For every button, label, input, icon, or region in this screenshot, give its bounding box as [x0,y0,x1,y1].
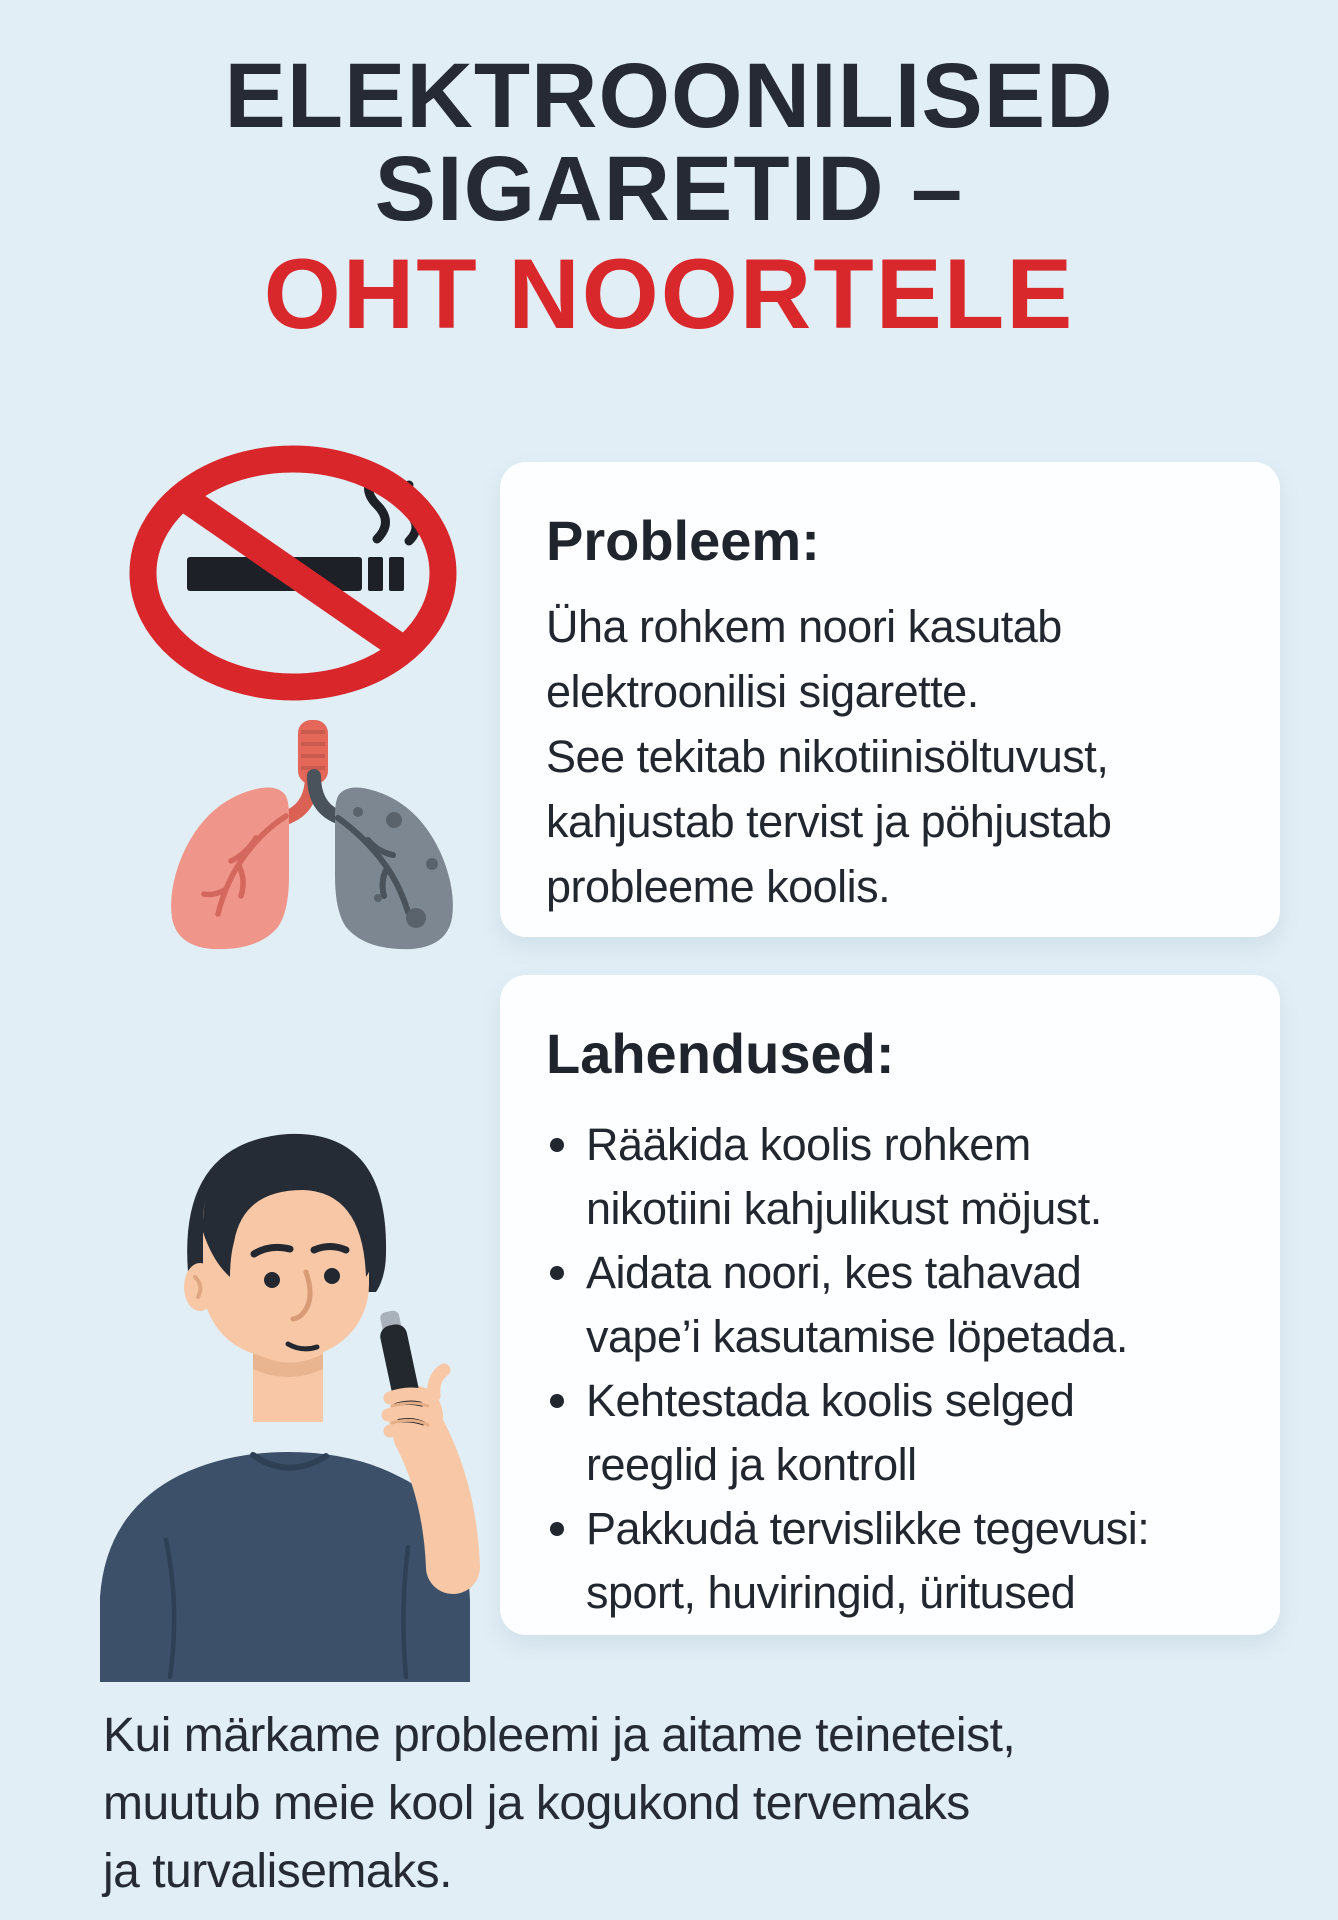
title-line-2: SIGARETID – [374,138,964,240]
list-item [546,1113,1234,1241]
title-line-3: OHT NOORTELE [263,238,1075,349]
bullet-line: Rääkida koolis rohkem [586,1119,1031,1170]
problem-heading: Probleem: [546,509,820,572]
problem-text-line: See tekitab nikotiinisöltuvust, [546,731,1109,782]
footer-line: muutub meie kool ja kogukond tervemaks [103,1777,970,1830]
bullet-line: Aidata noori, kes tahavad [586,1247,1082,1298]
no-smoking-icon [125,445,460,705]
solutions-card [500,975,1280,1635]
lungs-icon [140,718,485,953]
problem-text-line: kahjustab tervist ja pöhjustab [546,796,1112,847]
boy-vaping-illustration [48,1112,513,1682]
list-item [546,1369,1234,1497]
solutions-list [546,1113,1234,1625]
list-item [546,1241,1234,1369]
bullet-line: Kehtestada koolis selged [586,1375,1075,1426]
footer-line: ja turvalisemaks. [103,1845,452,1898]
problem-text-line: Üha rohkem noori kasutab [546,601,1062,652]
list-item [546,1497,1234,1625]
bullet-line: nikotiini kahjulikust möjust. [586,1183,1102,1234]
bullet-line: sport, huviringid, üritused [586,1567,1076,1618]
page-title [0,45,1338,349]
problem-card [500,462,1280,937]
bullet-line: Pakkudȧ tervislikke tegevusi: [586,1503,1150,1554]
problem-text-line: probleeme koolis. [546,861,891,912]
bullet-dot-icon [550,1266,564,1280]
footer-line: Kui märkame probleemi ja aitame teineteist, [103,1709,1016,1762]
bullet-line: reeglid ja kontroll [586,1439,917,1490]
bullet-dot-icon [550,1138,564,1152]
solutions-heading: Lahendused: [546,1022,895,1085]
bullet-line: vape’i kasutamise löpetada. [586,1311,1128,1362]
title-line-1: ELEKTROONILISED [224,45,1114,147]
bullet-dot-icon [550,1522,564,1536]
footer-text [103,1702,1283,1906]
bullet-dot-icon [550,1394,564,1408]
problem-text-line: elektroonilisi sigarette. [546,666,979,717]
